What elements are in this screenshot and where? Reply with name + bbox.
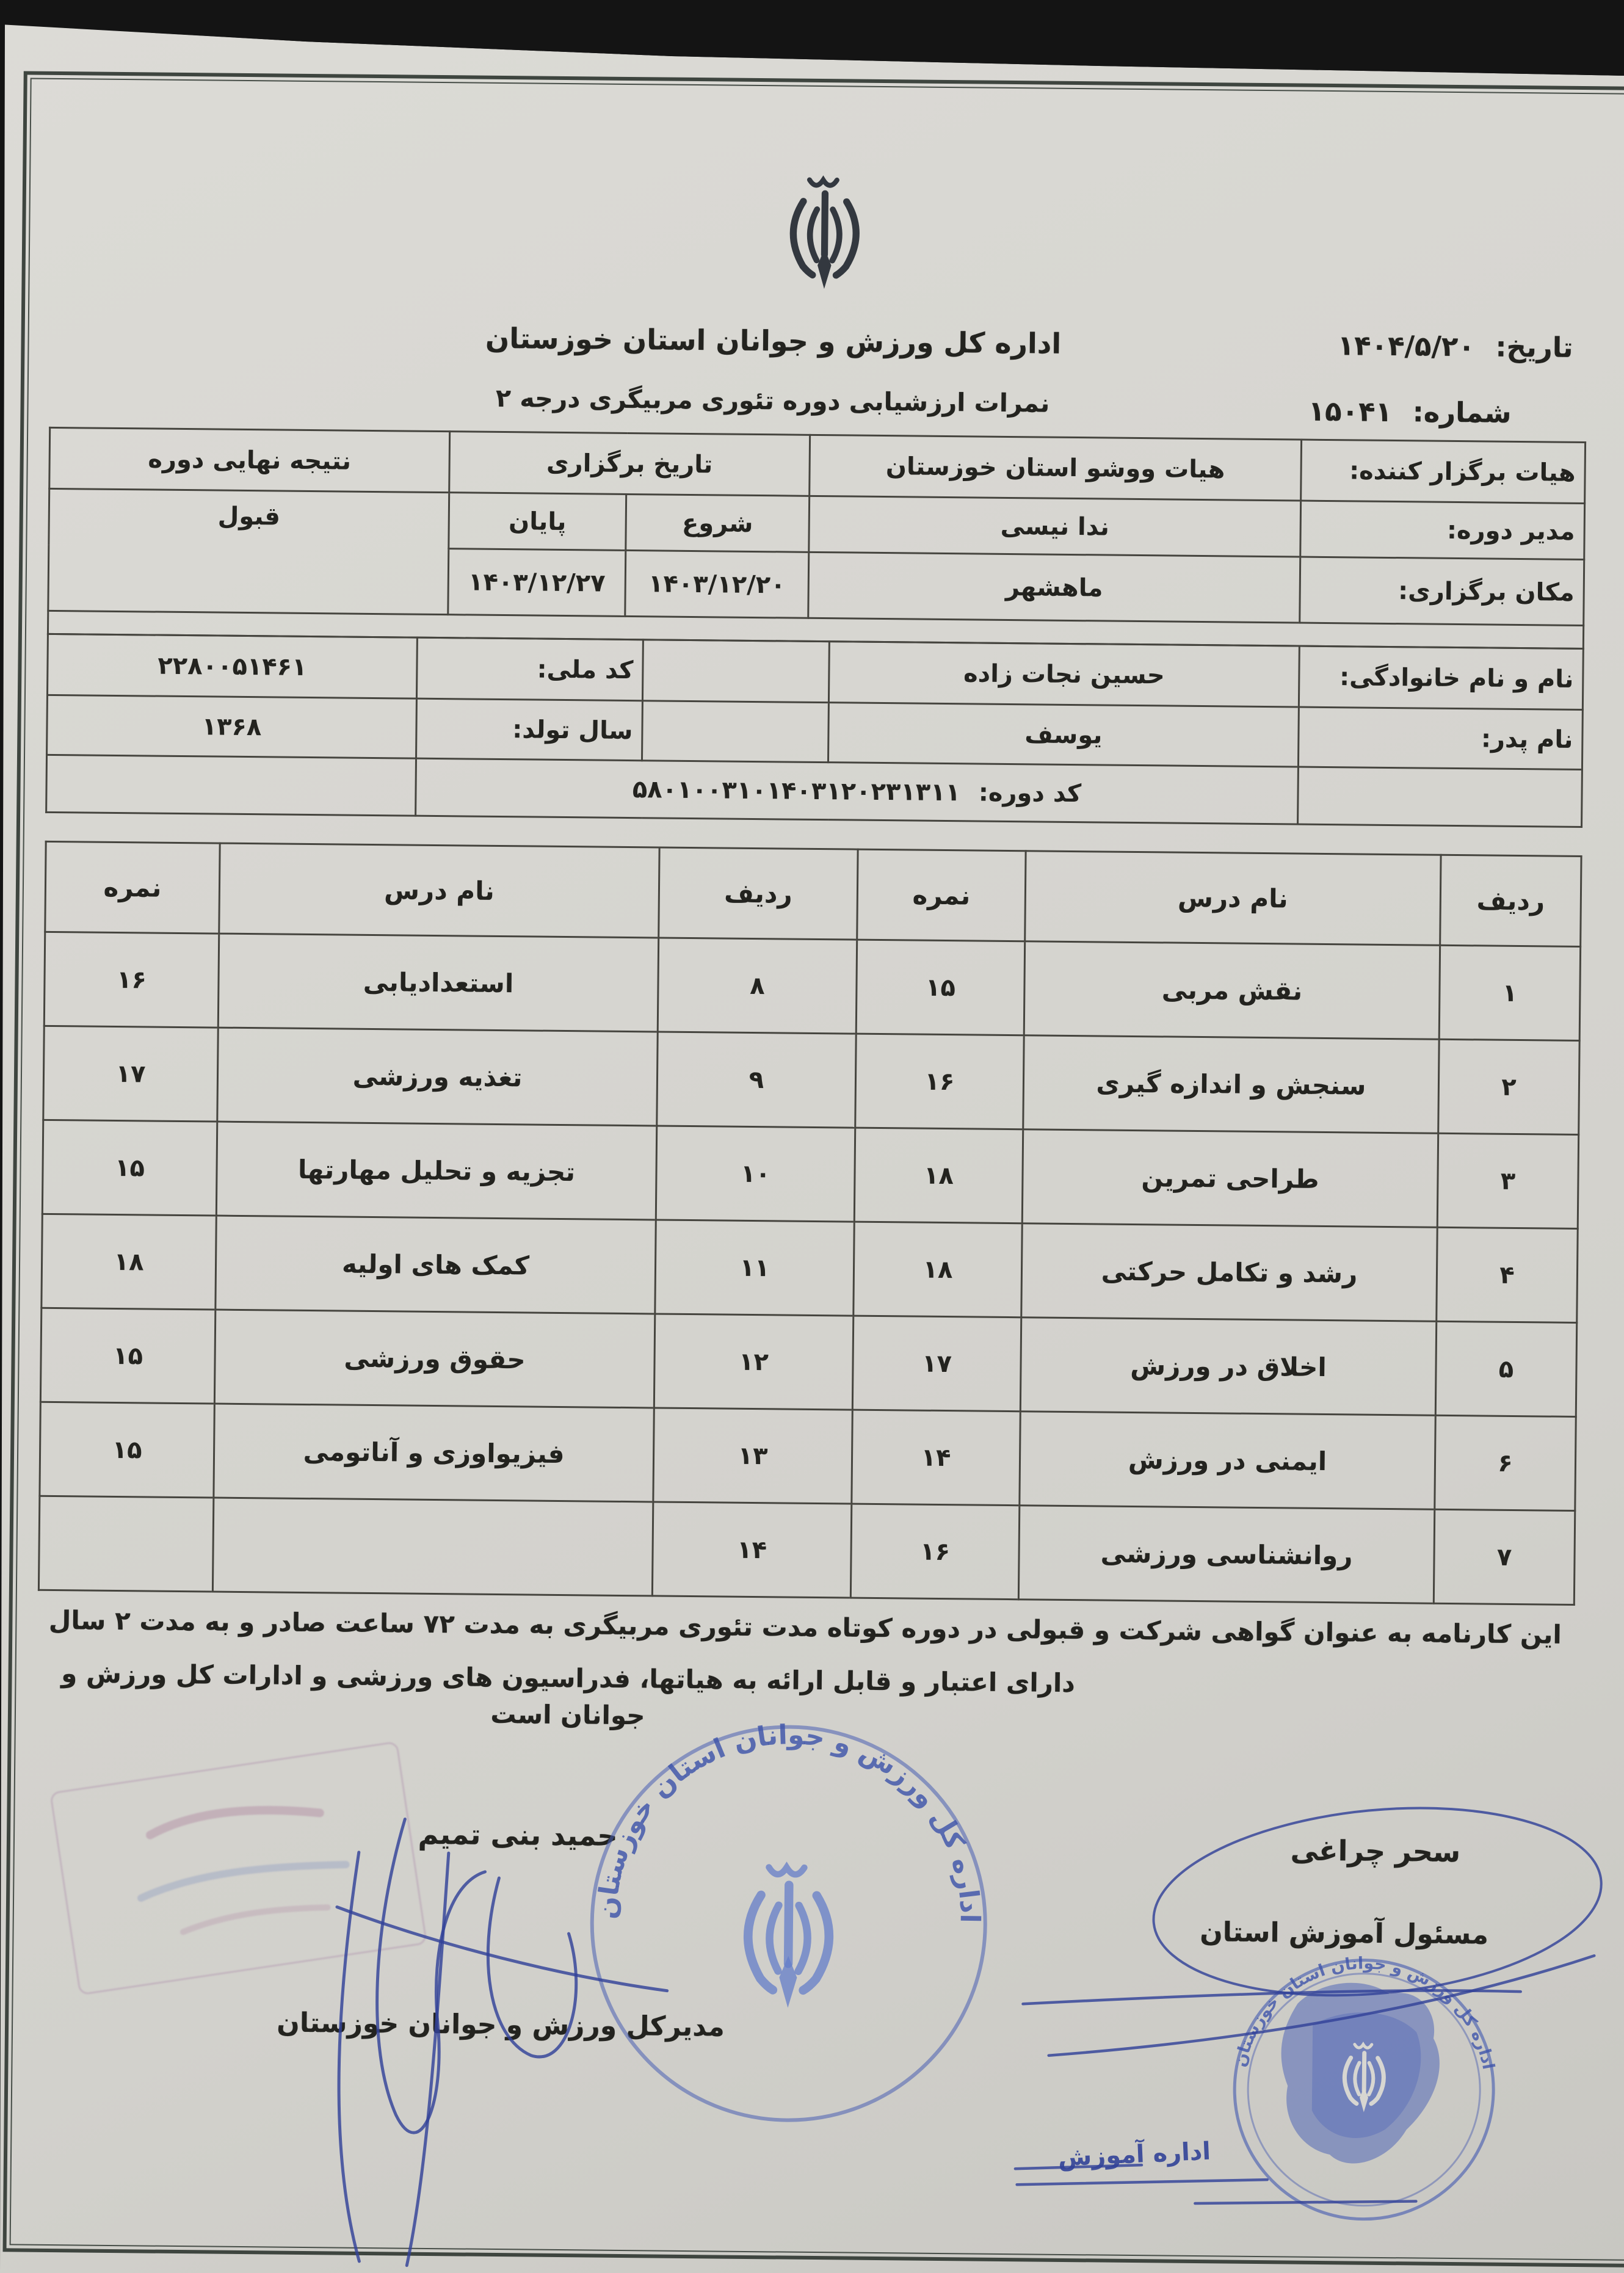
course-cell: فیزیواوزی و آناتومی	[214, 1404, 654, 1502]
grade-cell: ۱۵	[856, 940, 1024, 1035]
grade-cell: ۱۸	[854, 1128, 1023, 1224]
birth-year-value: ۱۳۶۸	[47, 695, 417, 758]
course-cell: کمک های اولیه	[216, 1216, 656, 1314]
course-cell: تجزیه و تحلیل مهارتها	[216, 1122, 656, 1220]
grade-cell: ۱۵	[40, 1402, 214, 1498]
row-no-cell: ۱۲	[654, 1314, 853, 1410]
result-header: نتیجه نهایی دوره	[49, 427, 450, 492]
course-code-value: ۵۸۰۱۰۰۳۱۰۱۴۰۳۱۲۰۲۳۱۳۱۱	[632, 775, 961, 807]
row-no-cell: ۳	[1437, 1133, 1578, 1228]
row-no-cell: ۱۴	[652, 1502, 851, 1598]
row-no-cell: ۱۳	[653, 1408, 852, 1504]
grade-cell: ۱۵	[42, 1120, 217, 1216]
start-label: شروع	[626, 494, 810, 552]
row-no-cell: ۹	[657, 1032, 856, 1128]
course-cell: روانشناسی ورزشی	[1018, 1506, 1434, 1604]
row-no-cell: ۷	[1434, 1509, 1575, 1604]
col-header-course: نام درس	[219, 843, 659, 938]
course-code-label: کد دوره:	[978, 778, 1082, 808]
row-no-cell: ۴	[1437, 1227, 1578, 1322]
grade-cell: ۱۴	[852, 1410, 1020, 1506]
grade-cell: ۱۷	[43, 1026, 218, 1122]
course-cell: طراحی تمرین	[1022, 1129, 1438, 1228]
row-no-cell: ۸	[658, 938, 857, 1034]
course-cell: ایمنی در ورزش	[1020, 1412, 1435, 1510]
manager-value: ندا نیسی	[809, 496, 1301, 557]
date-value: ۱۴۰۴/۵/۲۰	[1337, 329, 1476, 363]
col-header-row-no: ردیف	[659, 847, 858, 940]
training-office-label: اداره آموزش	[1057, 2137, 1211, 2172]
grade-cell: ۱۷	[852, 1316, 1021, 1412]
grade-cell: ۱۶	[44, 932, 219, 1028]
course-cell: نقش مربی	[1024, 941, 1440, 1040]
national-id-value: ۲۲۸۰۰۵۱۴۶۱	[47, 634, 417, 698]
dates-header: تاریخ برگزاری	[449, 432, 810, 496]
col-header-row-no: ردیف	[1440, 855, 1581, 946]
footer-note-line1: این کارنامه به عنوان گواهی شرکت و قبولی در دوره کوتاه مدت تئوری مربیگری به مدت ۷۲ ساعت صادر و به مدت ۲ سال	[48, 1604, 1562, 1650]
start-value: ۱۴۰۳/۱۲/۲۰	[625, 550, 809, 618]
row-no-cell: ۱۱	[655, 1220, 854, 1316]
middle-signer-name: حمید بنی تمیم	[418, 1817, 618, 1852]
grade-cell: ۱۸	[854, 1222, 1022, 1318]
date-label: تاریخ:	[1495, 330, 1573, 364]
col-header-course: نام درس	[1025, 851, 1441, 946]
end-label: پایان	[449, 493, 626, 551]
grade-cell: ۱۵	[40, 1308, 215, 1404]
course-cell: رشد و تکامل حرکتی	[1021, 1224, 1437, 1322]
row-no-cell: ۱	[1439, 945, 1580, 1040]
org-title: اداره کل ورزش و جوانان استان خوزستان	[485, 321, 1062, 360]
right-signer-title: مسئول آموزش استان	[1200, 1916, 1489, 1951]
stamp-circular-text: اداره کل ورزش و جوانان استان خوزستان	[592, 1719, 985, 1924]
name-label: نام و نام خانوادگی:	[1299, 646, 1583, 709]
birth-year-label: سال تولد:	[416, 698, 643, 761]
course-cell: حقوق ورزشی	[214, 1310, 654, 1408]
course-cell: تغذیه ورزشی	[217, 1028, 658, 1126]
col-header-grade: نمره	[857, 849, 1026, 941]
footer-note-line2: دارای اعتبار و قابل ارائه به هیاتها، فدراسیون های ورزشی و ادارات کل ورزش و جوانان است	[61, 1658, 1076, 1731]
father-value: یوسف	[828, 703, 1299, 767]
organizer-value: هیات ووشو استان خوزستان	[810, 435, 1302, 501]
stamp-circular-text: اداره کل ورزش و جوانان استان خوزستان	[1230, 1954, 1498, 2072]
grade-cell: ۱۶	[850, 1504, 1019, 1600]
right-signer-name: سحر چراغی	[1290, 1833, 1461, 1869]
row-no-cell: ۲	[1438, 1039, 1579, 1134]
number-label: شماره:	[1412, 396, 1512, 429]
organizer-label: هیات برگزار کننده:	[1301, 440, 1586, 503]
course-cell: استعدادیابی	[218, 933, 658, 1032]
course-cell: سنجش و اندازه گیری	[1023, 1035, 1439, 1134]
location-label: مکان برگزاری:	[1300, 557, 1584, 625]
name-value: حسین نجات زاده	[828, 642, 1299, 707]
row-no-cell: ۱۰	[656, 1126, 855, 1222]
course-cell: اخلاق در ورزش	[1020, 1318, 1436, 1416]
row-no-cell: ۶	[1435, 1415, 1576, 1510]
doc-title: نمرات ارزشیابی دوره تئوری مربیگری درجه ۲	[495, 383, 1050, 418]
manager-label: مدیر دوره:	[1300, 501, 1585, 559]
national-id-label: کد ملی:	[416, 637, 643, 701]
father-label: نام پدر:	[1298, 707, 1582, 769]
grade-cell: ۱۶	[855, 1034, 1024, 1129]
end-value: ۱۴۰۳/۱۲/۲۷	[448, 549, 626, 617]
location-value: ماهشهر	[808, 552, 1300, 623]
grade-cell: ۱۸	[42, 1214, 216, 1310]
middle-signer-title: مدیرکل ورزش و جوانان خوزستان	[277, 2007, 725, 2043]
result-value: قبول	[48, 488, 449, 614]
row-no-cell: ۵	[1435, 1321, 1576, 1416]
col-header-grade: نمره	[45, 841, 220, 933]
number-value: ۱۵۰۴۱	[1308, 394, 1393, 428]
